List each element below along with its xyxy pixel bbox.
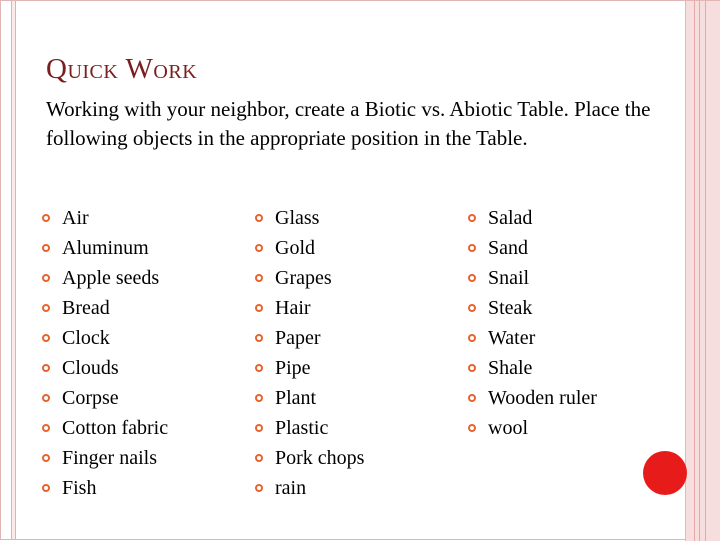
bullet-icon — [468, 304, 476, 312]
list-item: Pipe — [255, 355, 364, 385]
list-item: Wooden ruler — [468, 385, 597, 415]
list-item: Bread — [42, 295, 168, 325]
list-item: Hair — [255, 295, 364, 325]
bullet-icon — [255, 304, 263, 312]
list-item: Plant — [255, 385, 364, 415]
bullet-icon — [42, 304, 50, 312]
bullet-icon — [468, 424, 476, 432]
bullet-icon — [255, 484, 263, 492]
left-border-decoration — [11, 1, 16, 539]
bullet-icon — [255, 244, 263, 252]
list-item: Steak — [468, 295, 597, 325]
bullet-icon — [255, 214, 263, 222]
bullet-icon — [468, 214, 476, 222]
list-item: rain — [255, 475, 364, 505]
red-circle-decoration — [643, 451, 687, 495]
list-item: Apple seeds — [42, 265, 168, 295]
bullet-icon — [42, 484, 50, 492]
list-item: Air — [42, 205, 168, 235]
list-item: Finger nails — [42, 445, 168, 475]
objects-list-column-2 — [255, 205, 364, 505]
bullet-icon — [42, 244, 50, 252]
objects-list-column-1 — [42, 205, 168, 505]
bullet-icon — [255, 274, 263, 282]
bullet-icon — [42, 274, 50, 282]
right-border-decoration — [685, 1, 720, 541]
bullet-icon — [468, 334, 476, 342]
list-item: Shale — [468, 355, 597, 385]
bullet-icon — [255, 394, 263, 402]
list-item: Gold — [255, 235, 364, 265]
list-item: Sand — [468, 235, 597, 265]
bullet-icon — [255, 454, 263, 462]
slide-instructions: Working with your neighbor, create a Biotic vs. Abiotic Table. Place the following objects in the appropriate position in the Table. — [46, 97, 651, 150]
list-item: Grapes — [255, 265, 364, 295]
list-item: Corpse — [42, 385, 168, 415]
bullet-icon — [255, 334, 263, 342]
bullet-icon — [468, 364, 476, 372]
objects-list-column-3 — [468, 205, 597, 445]
bullet-icon — [42, 424, 50, 432]
list-item: Paper — [255, 325, 364, 355]
list-item: Aluminum — [42, 235, 168, 265]
list-item: wool — [468, 415, 597, 445]
bullet-icon — [468, 274, 476, 282]
list-item: Clock — [42, 325, 168, 355]
list-item: Snail — [468, 265, 597, 295]
bullet-icon — [468, 394, 476, 402]
bullet-icon — [42, 334, 50, 342]
list-item: Plastic — [255, 415, 364, 445]
bullet-icon — [255, 364, 263, 372]
list-item: Glass — [255, 205, 364, 235]
bullet-icon — [42, 394, 50, 402]
bullet-icon — [255, 424, 263, 432]
bullet-icon — [468, 244, 476, 252]
list-item: Water — [468, 325, 597, 355]
list-item: Salad — [468, 205, 597, 235]
list-item: Pork chops — [255, 445, 364, 475]
bullet-icon — [42, 364, 50, 372]
slide-title: Quick Work — [46, 53, 198, 85]
list-item: Cotton fabric — [42, 415, 168, 445]
list-item: Fish — [42, 475, 168, 505]
bullet-icon — [42, 214, 50, 222]
bullet-icon — [42, 454, 50, 462]
list-item: Clouds — [42, 355, 168, 385]
